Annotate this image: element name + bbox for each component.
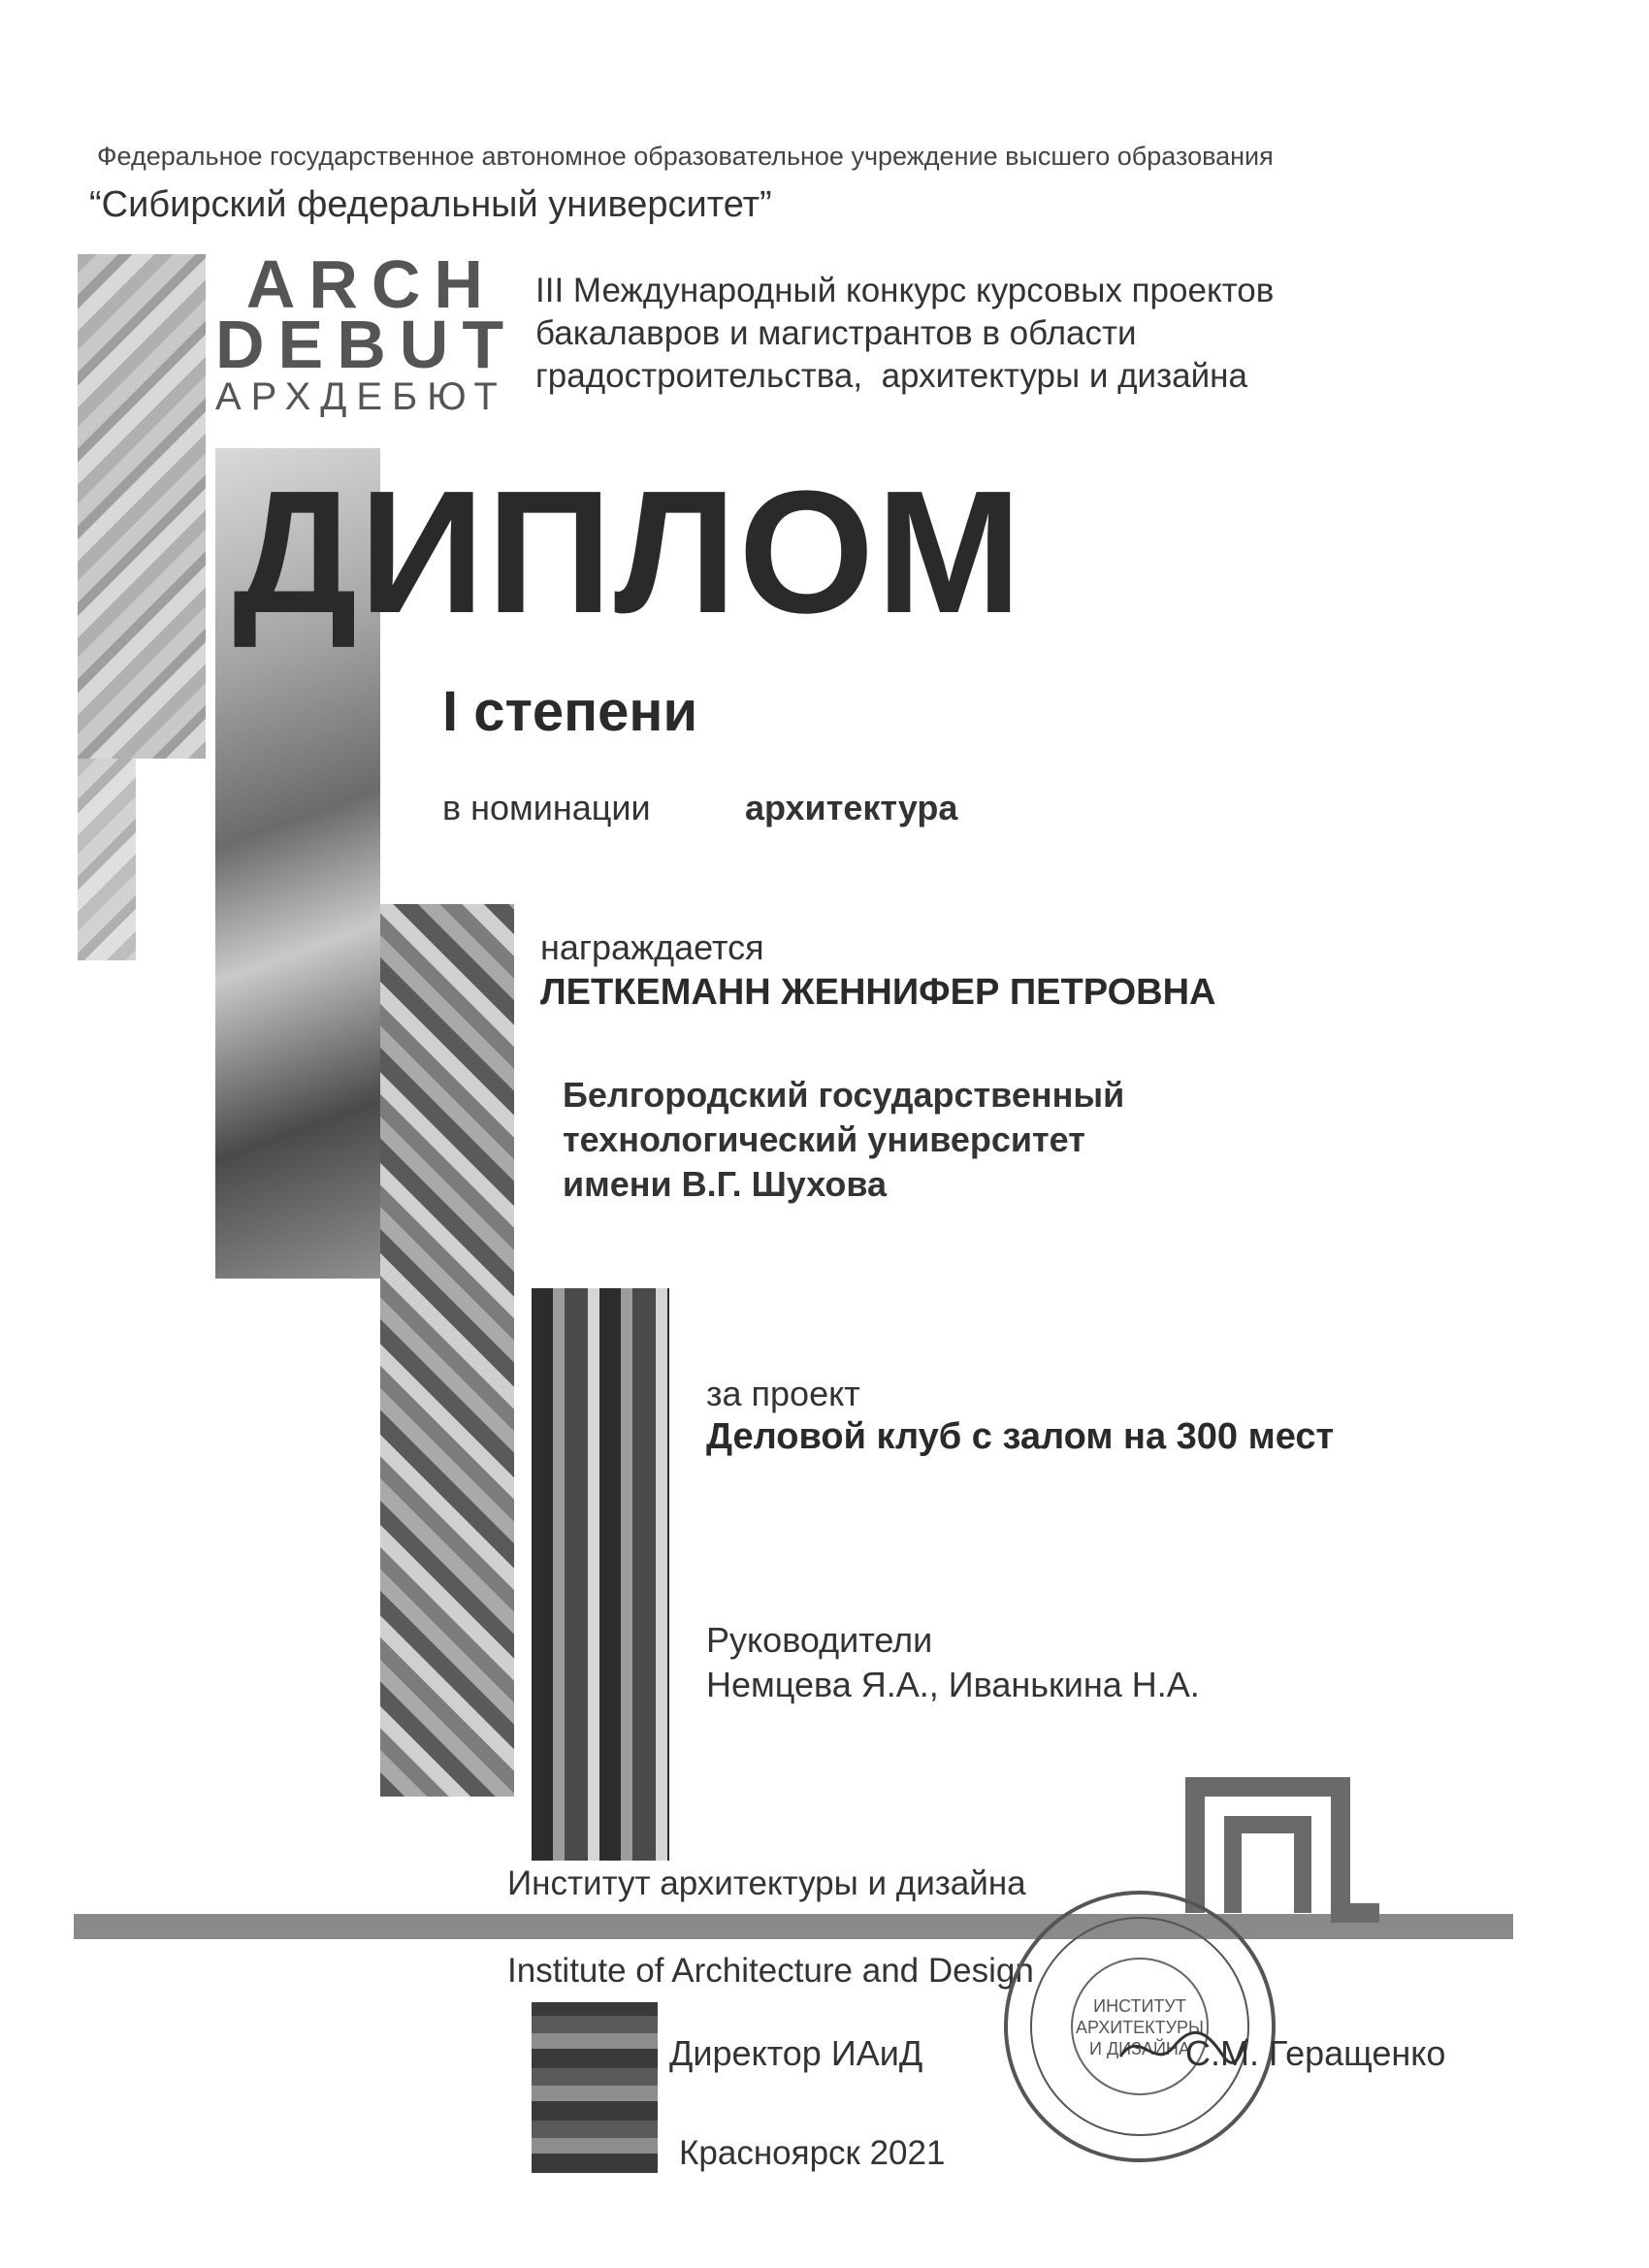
director-name: С.М. Геращенко xyxy=(1185,2033,1446,2073)
institution-line-1: Белгородский государственный xyxy=(563,1075,1125,1115)
institution-line-3: имени В.Г. Шухова xyxy=(563,1164,888,1204)
contest-line-2: бакалавров и магистрантов в области xyxy=(535,314,1137,352)
diploma-title: ДИПЛОМ xyxy=(233,455,1024,650)
logo-line-3: АРХДЕБЮТ xyxy=(215,375,507,418)
seal-text-2: АРХИТЕКТУРЫ xyxy=(1075,2018,1205,2037)
header-university: “Сибирский федеральный университет” xyxy=(89,184,772,225)
nomination-value: архитектура xyxy=(745,788,958,827)
seal-text-3: И ДИЗАЙНА xyxy=(1089,2039,1190,2058)
arch-debut-logo xyxy=(215,246,518,419)
director-label: Директор ИАиД xyxy=(669,2033,923,2073)
project-label: за проект xyxy=(706,1374,860,1413)
diploma-degree: I степени xyxy=(442,680,698,743)
supervisors-names: Немцева Я.А., Иванькина Н.А. xyxy=(706,1665,1200,1704)
contest-description xyxy=(535,270,1408,398)
logo-line-1: ARCH xyxy=(245,246,497,322)
award-label: награждается xyxy=(540,927,764,967)
nomination-label: в номинации xyxy=(442,788,651,827)
decorative-photo-strip-3 xyxy=(380,904,514,1797)
decorative-photo-strip-5 xyxy=(532,2002,658,2173)
decorative-photo-strip-4 xyxy=(532,1288,669,1861)
contest-line-1: III Международный конкурс курсовых проектов xyxy=(535,272,1275,309)
seal-text-1: ИНСТИТУТ xyxy=(1093,1996,1186,2016)
institute-name-en: Institute of Architecture and Design xyxy=(507,1952,1034,1990)
institute-name-ru: Институт архитектуры и дизайна xyxy=(507,1864,1026,1902)
header-organization: Федеральное государственное автономное образовательное учреждение высшего образования xyxy=(97,142,1274,171)
institution-line-2: технологический университет xyxy=(563,1119,1085,1159)
project-name: Деловой клуб с залом на 300 мест xyxy=(706,1416,1335,1457)
contest-line-3: градостроительства, архитектуры и дизайна xyxy=(535,357,1247,395)
decorative-photo-strip-1 xyxy=(78,254,206,759)
awardee-institution xyxy=(563,1073,1124,1207)
logo-line-2: DEBUT xyxy=(215,307,518,382)
supervisors-label: Руководители xyxy=(706,1620,933,1660)
city-year: Красноярск 2021 xyxy=(679,2134,946,2172)
awardee-name: ЛЕТКЕМАНН ЖЕННИФЕР ПЕТРОВНА xyxy=(540,972,1216,1013)
decorative-photo-strip-1b xyxy=(78,759,136,960)
